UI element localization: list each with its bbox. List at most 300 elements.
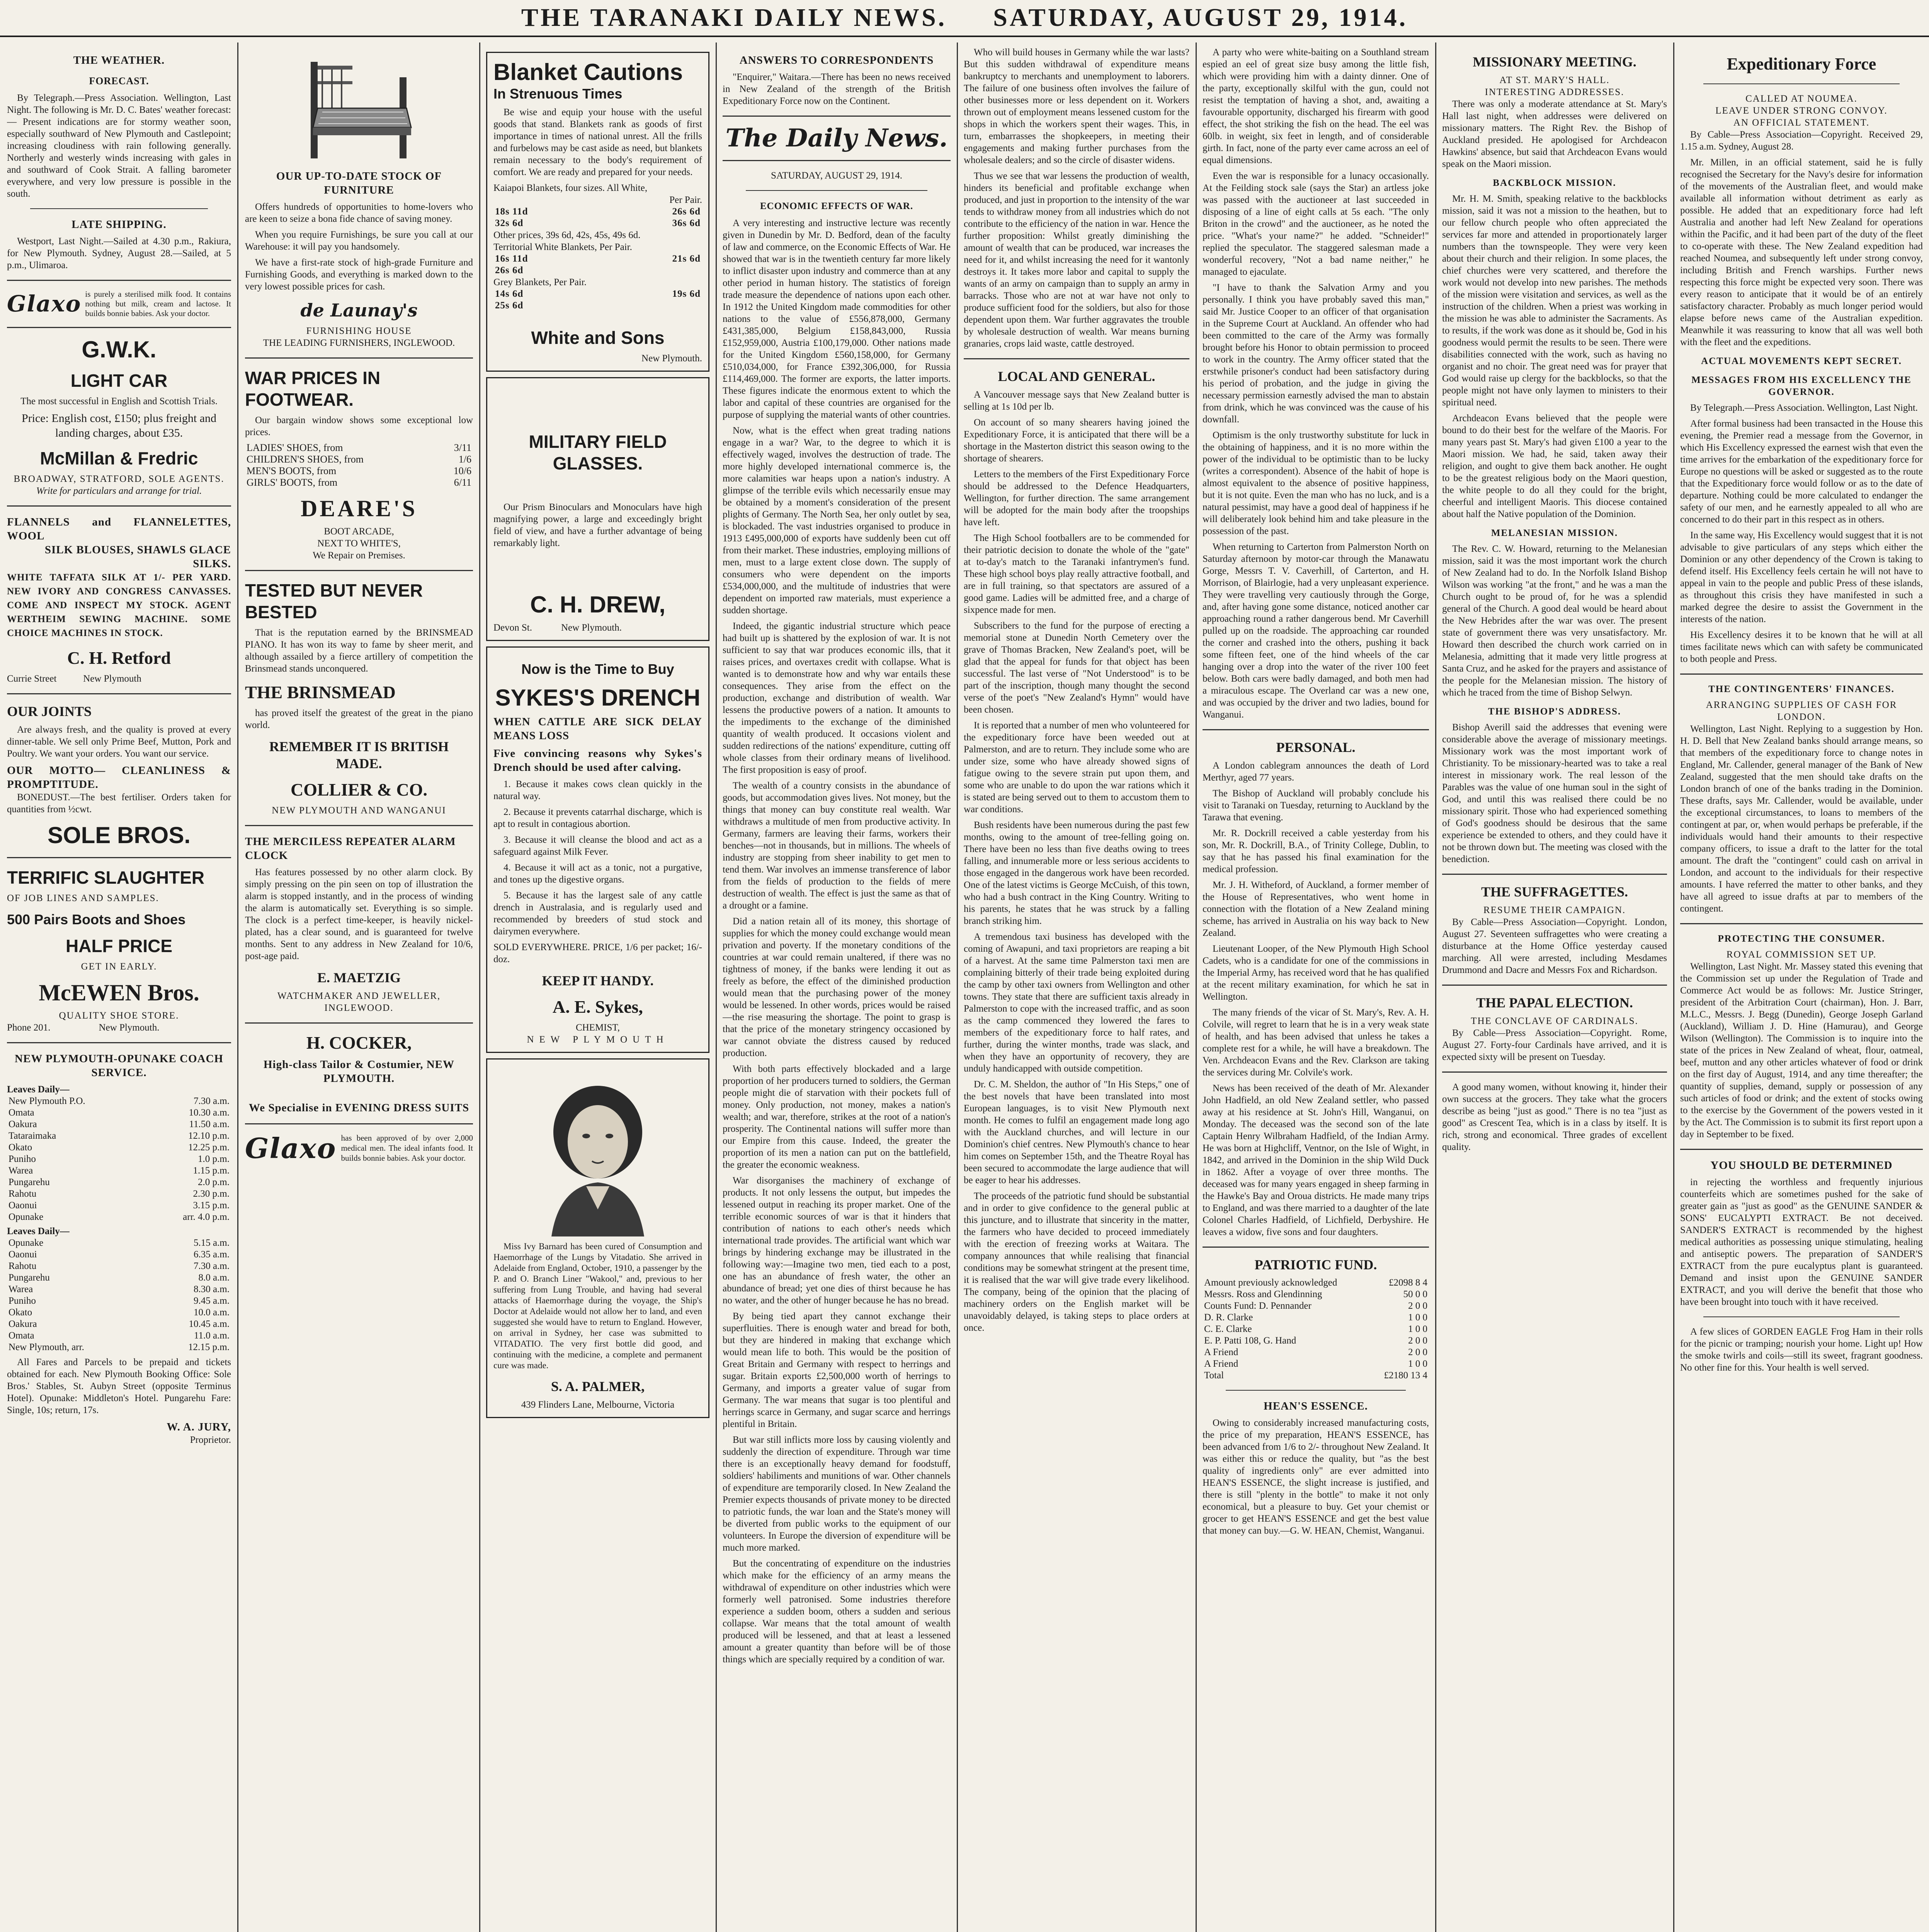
glaxo-logo: Glaxo bbox=[7, 291, 82, 317]
vitadatio-ad bbox=[486, 1058, 709, 1418]
divider bbox=[7, 505, 231, 507]
coach-row bbox=[7, 1318, 231, 1330]
column-8 bbox=[1680, 46, 1923, 1932]
coach-row-cell: 11.50 a.m. bbox=[189, 1119, 230, 1129]
glaxo-side-ad bbox=[7, 289, 231, 318]
shoe-price-row-cell: 3/11 bbox=[454, 442, 471, 453]
coach-row-cell: 7.30 a.m. bbox=[193, 1096, 230, 1106]
blanket-subtitle: In Strenuous Times bbox=[493, 86, 623, 102]
gorden-text: A few slices of GORDEN EAGLE Frog Ham in their rolls for the picnic or tramping; nourish your home. Light up! How the smoke twirls and coils—still its sweet, fragrant goodness. No other fine for this. Your health is well served. bbox=[1680, 1327, 1923, 1373]
patriotic-row-cell: Messrs. Ross and Glendinning bbox=[1204, 1289, 1322, 1299]
coach-row-cell: 8.0 a.m. bbox=[198, 1272, 230, 1283]
econ-paragraph: But war still inflicts more loss by causing violently and suddenly the direction of expenditure. Through war time there is an exceptionally heavy demand for foodstuff, soldiers' habiliments and munitions of war. Other channels of expenditure are temporarily closed. In New Zealand the Premier expects thousands of private money to be directed to patriotic funds, the war loan and the State's money will be diverted from public works to the equipment of our volunteers. In Europe the diversion of expenditure will be much more marked. bbox=[723, 1435, 951, 1553]
furniture-text-1: Offers hundreds of opportunities to home-lovers who are keen to seize a bona fide chance of saving money. bbox=[245, 202, 473, 224]
mcmillan-note: Write for particulars and arrange for trial. bbox=[36, 486, 202, 496]
coach-row bbox=[7, 1142, 231, 1153]
furniture-text-3: We have a first-rate stock of high-grade Furniture and Furnishing Goods, and everything is marked down to the very lowest possible prices for cash. bbox=[245, 257, 473, 292]
coach-row-cell: Tataraimaka bbox=[9, 1131, 56, 1141]
coach-row bbox=[7, 1095, 231, 1107]
patriotic-row bbox=[1203, 1347, 1429, 1358]
shoe-price-row-cell: 10/6 bbox=[453, 465, 471, 476]
glaxo-logo: Glaxo bbox=[245, 1131, 337, 1165]
local-heading: LOCAL AND GENERAL. bbox=[998, 369, 1155, 384]
suffragettes-text: By Cable—Press Association—Copyright. London, August 27. Seventeen suffragettes who were creating a disturbance at the Home Office yesterday caused marching. All were arrested, including Mesdames Drummond and Dacre and Messrs Fox and Richardson. bbox=[1442, 917, 1667, 975]
shoe-price-row-cell: 6/11 bbox=[454, 477, 471, 488]
bishops-heading: THE BISHOP'S ADDRESS. bbox=[1488, 706, 1621, 717]
local-paragraph: A tremendous taxi business has developed with the coming of Awapuni, and taxi proprietors are reaping a bit of a harvest. At the same time Palmerston taxi men are complaining bitterly of their trade being exploited during the camp by other taxi owners from Wellington and other towns. They state that there are sufficient taxis already in Palmerston to cope with the increased traffic, and as soon as the camp commenced they lowered the fares to members of the expeditionary force to half rates, and further, during the winter months, trade was slack, and when they have an opportunity of recovery, they are unduly handicapped with outside competition. bbox=[964, 932, 1189, 1074]
coach-row-cell: Opunake bbox=[9, 1238, 44, 1248]
coach-row-cell: arr. 4.0 p.m. bbox=[183, 1212, 230, 1222]
patriotic-row bbox=[1203, 1312, 1429, 1323]
coach-row-cell: Pungarehu bbox=[9, 1177, 50, 1187]
shipping-text: Westport, Last Night.—Sailed at 4.30 p.m., Rakiura, for New Plymouth. Sydney, August 28.—Sailed, at 5 p.m., Ulimaroa. bbox=[7, 236, 231, 270]
papal-text: By Cable—Press Association—Copyright. Rome, August 27. Forty-four Cardinals have arrived, and it is expected sixty will be present on Tuesday. bbox=[1442, 1028, 1667, 1062]
cocker-title: H. COCKER, bbox=[306, 1033, 412, 1053]
glaxo-ad bbox=[245, 1133, 473, 1163]
coach-row bbox=[7, 1237, 231, 1249]
coach-row-cell: 10.30 a.m. bbox=[189, 1107, 230, 1118]
patriotic-row bbox=[1203, 1277, 1429, 1289]
divider bbox=[1680, 1149, 1923, 1150]
coach-row-cell: Okato bbox=[9, 1142, 32, 1153]
divider bbox=[7, 857, 231, 858]
heans-heading: HEAN'S ESSENCE. bbox=[1264, 1400, 1368, 1412]
palmer-address: 439 Flinders Lane, Melbourne, Victoria bbox=[521, 1400, 675, 1410]
shoe-price-row-cell: 1/6 bbox=[458, 454, 471, 465]
palmer-title: S. A. PALMER, bbox=[551, 1379, 645, 1394]
patriotic-row-cell: 2 0 0 bbox=[1408, 1335, 1427, 1346]
weather-heading: THE WEATHER. bbox=[73, 54, 165, 66]
personal-paragraph: Mr. J. H. Witheford, of Auckland, a former member of the House of Representatives, who went home in connection with the flotation of a New Zealand mining scheme, has arrived in Australia on his way back to New Zealand. bbox=[1203, 880, 1429, 938]
tested-title: TESTED BUT NEVER BESTED bbox=[245, 580, 423, 622]
patriotic-row bbox=[1203, 1370, 1429, 1381]
called-sub: CALLED AT NOUMEA. bbox=[1745, 94, 1858, 104]
local-paragraph: Letters to the members of the First Expeditionary Force should be addressed to the Defence Headquarters, Wellington, for further direction. The same arrangement will be adopted for the main body after the troopships have left. bbox=[964, 469, 1189, 527]
sole-bros-title: SOLE BROS. bbox=[47, 822, 191, 848]
papal-heading: THE PAPAL ELECTION. bbox=[1476, 995, 1633, 1010]
grey-price-row-cell: 14s 6d bbox=[495, 289, 524, 299]
econ-paragraph: But the concentrating of expenditure on the industries which make for the efficiency of an army means the withdrawal of expenditure on other industries which were formerly well patronised. Some industries therefore experience a sudden boom, others a sudden and serious collapse. War means that the total amount of wealth produced will be lessened, and that at least a lessened amount a greater quantity than before will be of those things which are specially required by a condition of war. bbox=[723, 1558, 951, 1665]
shoe-price-row bbox=[245, 454, 473, 465]
governor-paragraph: His Excellency desires it to be known that he will at all times facilitate news which can with safety be communicated to both people and Press. bbox=[1680, 630, 1923, 664]
sykes-keep: KEEP IT HANDY. bbox=[542, 973, 654, 988]
coach-row-cell: 1.15 p.m. bbox=[193, 1165, 230, 1176]
column-6 bbox=[1203, 46, 1429, 1932]
econ-paragraph: The wealth of a country consists in the abundance of goods, but accommodation gives lives. Not money, but the things that money can buy constitute real wealth. War withdraws a multitude of men from productive activity. In Germany, farmers are leaving their farms, workers their benches—not in thousands, but in millions. The wheels of industry are stopping from sheer inability to get men to tend them. War involves an immense transference of labor from the fields of production to the fields of mere destruction of wealth. The effect is just the same as that of a drought or a famine. bbox=[723, 781, 951, 911]
repair-text: We Repair on Premises. bbox=[313, 550, 405, 561]
shoe-price-row bbox=[245, 477, 473, 488]
grey-price-row-cell: 25s 6d bbox=[495, 300, 524, 311]
patriotic-row bbox=[1203, 1323, 1429, 1335]
shoe-price-row bbox=[245, 465, 473, 477]
flannels-text: FLANNELS and FLANNELETTES, WOOL bbox=[7, 516, 231, 542]
halfprice-title: HALF PRICE bbox=[66, 936, 172, 956]
coach-row-cell: Opunake bbox=[9, 1212, 44, 1222]
coach-timetable-out bbox=[7, 1095, 231, 1223]
conclave-sub: THE CONCLAVE OF CARDINALS. bbox=[1471, 1016, 1638, 1026]
coach-row bbox=[7, 1211, 231, 1223]
divider bbox=[30, 208, 208, 209]
sykes-list-item: 4. Because it will act as a tonic, not a purgative, and tones up the digestive organs. bbox=[493, 862, 702, 885]
terrific-title: TERRIFIC SLAUGHTER bbox=[7, 867, 205, 888]
bonedust-text: BONEDUST.—The best fertiliser. Orders taken for quantities from ½cwt. bbox=[7, 792, 231, 815]
coach-row-cell: 9.45 a.m. bbox=[193, 1296, 230, 1306]
boot-arcade: BOOT ARCADE, bbox=[324, 526, 394, 537]
patriotic-heading: PATRIOTIC FUND. bbox=[1254, 1257, 1377, 1272]
divider bbox=[1226, 1390, 1406, 1391]
patriotic-row-cell: £2098 8 4 bbox=[1389, 1277, 1427, 1288]
forecast-heading: FORECAST. bbox=[89, 75, 149, 87]
melanesian-heading: MELANESIAN MISSION. bbox=[1491, 528, 1618, 538]
local-article-continued bbox=[1203, 46, 1429, 721]
boots-title: 500 Pairs Boots and Shoes bbox=[7, 912, 186, 927]
divider bbox=[7, 693, 231, 694]
patriotic-row-cell: D. R. Clarke bbox=[1204, 1312, 1253, 1323]
local-paragraph: Subscribers to the fund for the purpose of erecting a memorial stone at Dunedin North Cemetery over the grave of Thomas Bracken, New Zealand's poet, will be glad that the appeal for funds for that object has been successful. The last verse of "Not Understood" is to be part of the inscription, though many thought the second verse of the poet's "New Zealand's Hymn" would have been chosen. bbox=[964, 621, 1189, 715]
patriotic-row bbox=[1203, 1289, 1429, 1300]
personal-article bbox=[1203, 760, 1429, 1238]
collier-title: COLLIER & CO. bbox=[291, 780, 427, 799]
blanket-text: Be wise and equip your house with the useful goods that stand. Blankets rank as goods of first importance in times of national unrest. All the frills and furbelows may be cast aside as need, but blankets remain necessary to the body's requirement of comfort. We are ready and prepared for your needs. bbox=[493, 107, 702, 177]
territorial-price-table bbox=[493, 253, 702, 276]
determined-heading: YOU SHOULD BE DETERMINED bbox=[1710, 1159, 1893, 1172]
expeditionary-article bbox=[1680, 129, 1923, 348]
military-title: MILITARY FIELD GLASSES. bbox=[529, 432, 667, 473]
sykes-address: NEW PLYMOUTH bbox=[527, 1034, 669, 1045]
column-rule bbox=[1196, 43, 1197, 1932]
melanesian-paragraph: The Rev. C. W. Howard, returning to the Melanesian mission, said it was the most important work the church of New Zealand had to do. In the Norfolk Island Bishop Wilson was working "at the front," and he was a man the Church ought to be proud of, for he was a splendid general of the Church. A good deal would be heard about the New Hebrides after the war was over. The present state of government there was very unsatisfactory. Mr. Howard then described the church work carried on in Melanesia, admitting that it made very little progress at Santa Cruz, and he asked for the prayers and assistance of the people for the Melanesian mission. The history of which he traced from the time of Bishop Selwyn. bbox=[1442, 544, 1667, 698]
coach-row-cell: 11.0 a.m. bbox=[194, 1330, 230, 1341]
shoe-price-row-cell: MEN'S BOOTS, from bbox=[247, 465, 337, 476]
coach-row-cell: 8.30 a.m. bbox=[193, 1284, 230, 1294]
personal-paragraph: Lieutenant Looper, of the New Plymouth High School Cadets, who is a candidate for one of the commissions in the Imperial Army, has received word that he has qualified at the recent military examination, for which he sat in Wellington. bbox=[1203, 944, 1429, 1002]
divider bbox=[1203, 729, 1429, 730]
mission-paragraph: There was only a moderate attendance at St. Mary's Hall last night, when addresses were delivered on missionary matters. The Right Rev. the Bishop of Auckland presided. He apologised for Archdeacon Hawkins' absence, but said that Archdeacon Evans would speak on the Maori mission. bbox=[1442, 99, 1667, 169]
divider bbox=[723, 160, 951, 161]
bishops-paragraph: Bishop Averill said the addresses that evening were considerable above the average of missionary meetings. Missionary work was the most important work of Christianity. To be missionary-hearted was to take a real interest in missionary work. The real lesson of the Parables was the value of one human soul in the sight of God, and until this was realised there could be no missionary spirit. Those who had experienced something of God's goodness should be desirous that the same experience be extended to others, and they could have it not be thrown down but. The meeting was closed with the benediction. bbox=[1442, 722, 1667, 864]
daily-news-title: The Daily News. bbox=[725, 124, 948, 153]
heans-text: Owing to considerably increased manufacturing costs, the price of my preparation, HEAN'S ESSENCE, has been advanced from 1/6 to 2/- throughout New Zealand. It was either this or reduce the quality, but "as the best quality of ingredients only" are ever admitted into HEAN'S ESSENCE, the slight increase is justified, and there is still "plenty in the bottle" to make it not only economical, but a pleasure to buy. Get your chemist or grocer to get HEAN'S ESSENCE and get the best value that money can buy.—G. W. HEAN, Chemist, Wanganui. bbox=[1203, 1418, 1429, 1536]
official-sub: AN OFFICIAL STATEMENT. bbox=[1733, 117, 1870, 128]
local-paragraph: "I have to thank the Salvation Army and you personally. I think you have probably saved this man," said Mr. Justice Cooper to an officer of that organisation in the Supreme Court at Auckland. An offender who had been committed to the care of the Army was formally brought before his Honor to obtain permission to proceed to work in the country. The Army officer stated that the erstwhile prisoner's conduct had been satisfactory during his period of probation, and the judge in giving the necessary permission earnestly advised the man to abstain from drink, which he was convinced was the cause of his downfall. bbox=[1203, 282, 1429, 425]
territorial-price-row-cell: 26s 6d bbox=[495, 265, 524, 276]
coach-note: All Fares and Parcels to be prepaid and tickets obtained for each. New Plymouth Booking Office: Sole Bros.' Stables, St. Aubyn Street (opposite Terminus Hotel). Opunake: Middleton's Hotel. Pungarehu Fare: Single, 10s; return, 17s. bbox=[7, 1357, 231, 1415]
repeater-title: THE MERCILESS REPEATER ALARM CLOCK bbox=[245, 835, 456, 862]
deares-title: DEARE'S bbox=[300, 496, 418, 521]
econ-paragraph: Did a nation retain all of its money, this shortage of supplies for which the money could exchange would mean privation and poverty. If the monetary conditions of the countries at war could remain unaltered, if there was no tightness of money, if the banks were lending it out as freely as before, the effect of the diminished production would mean that the purchasing power of the money would be lessened. In other words, prices would be raised—the rise measuring the shortage. The point to grasp is that the price of the monetary stringency occasioned by war cannot obviate the distress caused by reduced production. bbox=[723, 916, 951, 1058]
econ-article bbox=[723, 217, 951, 1665]
sykes-sold: SOLD EVERYWHERE. PRICE, 1/6 per packet; 16/- doz. bbox=[493, 942, 702, 964]
patriotic-row bbox=[1203, 1358, 1429, 1370]
coach-row-cell: Warea bbox=[9, 1284, 33, 1294]
governor-paragraph: In the same way, His Excellency would suggest that it is not advisable to give particulars of any steps which either the Dominion or any other dependency of the Crown is taking to defend itself. His Excellency feels certain he will not have to appeal in vain to the people and public Press of these islands, as throughout this crisis they have manifested in such a marked degree the desire to assist the Government in the interests of the nation. bbox=[1680, 530, 1923, 624]
column-2 bbox=[245, 46, 473, 1932]
coach-row-cell: Pungarehu bbox=[9, 1272, 50, 1283]
local-paragraph: When returning to Carterton from Palmerston North on Saturday afternoon by motor-car through the Manawatu Gorge, Messrs T. V. Caverhill, of Carterton, and H. Morrison, of Blairlogie, had a very unpleasant experience. They were travelling very cautiously through the Gorge, and, after having gone some distance, noticed another car approaching round a rather dangerous bend. Mr Caverhill pulled up on the roadside. The approaching car rounded the corner and crashed into the others, pushing it back some fifteen feet, one of the hind wheels of the car hanging over a drop into the water of the river 100 feet below. Both cars were badly damaged, and both men had a miraculous escape. The Overland car was a new one, and was occupied by the driver and two ladies, bound for Wanganui. bbox=[1203, 542, 1429, 720]
backblock-article bbox=[1442, 193, 1667, 520]
delaunay-sub: FURNISHING HOUSE bbox=[306, 326, 412, 336]
patriotic-row-cell: £2180 13 4 bbox=[1384, 1370, 1427, 1381]
coach-row-cell: 12.10 p.m. bbox=[188, 1131, 230, 1141]
sykes-reasons: Five convincing reasons why Sykes's Drench should be used after calving. bbox=[493, 747, 702, 774]
protecting-heading: PROTECTING THE CONSUMER. bbox=[1718, 934, 1885, 944]
econ-heading: ECONOMIC EFFECTS OF WAR. bbox=[760, 201, 913, 211]
sykes-chemist: CHEMIST, bbox=[575, 1022, 620, 1033]
shoe-price-row bbox=[245, 442, 473, 454]
econ-paragraph: With both parts effectively blockaded and a large proportion of her producers turned to soldiers, the German people might die of starvation with their pockets full of money. Only production, not money, makes a nation's wealth; and war, therefore, strikes at the root of a nation's prosperity. The Continental nations will suffer more than our Empire from this cause. Indeed, the greater the proportion of its men a nation can put on the battlefield, the greater the economic weakness. bbox=[723, 1064, 951, 1170]
patriotic-table bbox=[1203, 1277, 1429, 1381]
gwk-price: Price: English cost, £150; plus freight and landing charges, about £35. bbox=[21, 412, 217, 439]
mission-article bbox=[1442, 98, 1667, 170]
divider bbox=[245, 825, 473, 826]
bed-illustration bbox=[295, 50, 423, 162]
forecast-text: By Telegraph.—Press Association. Wellington, Last Night. The following is Mr. D. C. Bates' weather forecast:— Present indications are for stormy weather soon, especially southward of New Plymouth and Castlepoint; increasing cloudiness with rain following generally. Northerly and westerly winds increasing with gales in and southward of Cook Strait. A falling barometer everywhere, and very low pressure is possible in the south. bbox=[7, 93, 231, 199]
glaxo-side-text: is purely a sterilised milk food. It contains nothing but milk, cream and lactose. It builds bonnie babies. Ask your doctor. bbox=[85, 289, 231, 318]
drew-title: C. H. DREW, bbox=[530, 592, 665, 617]
coach-row-cell: Puniho bbox=[9, 1154, 36, 1164]
divider bbox=[245, 357, 473, 359]
local-paragraph: On account of so many shearers having joined the Expeditionary Force, it is anticipated that there will be a shortage in the Masterton district this season owing to the shortage of shearers. bbox=[964, 417, 1189, 464]
coach-row-cell: 5.15 a.m. bbox=[193, 1238, 230, 1248]
econ-paragraph: Who will build houses in Germany while the war lasts? But this sudden withdrawal of expenditure means bankruptcy to merchants and unemployment to laborers. The failure of one business often involves the failure of other businesses more or less dependent on it. Workers thrown out of employment means lessened custom for the shops in which the workers spent their wages. This, in turn, embarrasses the shopkeepers, in meeting their engagements and making further purchases from the wholesale dealers; and so the circle of disaster widens. bbox=[964, 47, 1189, 165]
divider bbox=[746, 190, 927, 191]
coach-row bbox=[7, 1260, 231, 1272]
military-text: Our Prism Binoculars and Monoculars have high magnifying power, a large and exceedingly bright field of view, and have a further advantage of being remarkably light. bbox=[493, 502, 702, 548]
coach-row bbox=[7, 1130, 231, 1142]
sykes-name: A. E. Sykes, bbox=[553, 997, 643, 1017]
royal-sub: ROYAL COMMISSION SET UP. bbox=[1726, 949, 1877, 960]
war-prices-title: WAR PRICES IN FOOTWEAR. bbox=[245, 368, 381, 410]
grey-price-row bbox=[493, 288, 702, 300]
personal-paragraph: Mr. R. Dockrill received a cable yesterday from his son, Mr. R. Dockrill, B.A., of Trinity College, Dublin, to say that he has passed his final examination for the medical profession. bbox=[1203, 828, 1429, 874]
divider bbox=[1442, 1071, 1667, 1073]
divider bbox=[7, 280, 231, 281]
coach-row bbox=[7, 1295, 231, 1307]
econ-paragraph: A very interesting and instructive lecture was recently given in Dunedin by Mr. D. Bedford, dean of the faculty of law and commerce, on the Economic Effects of War. He showed that war is in the twentieth century far more likely to inflict disaster upon industry and commerce than at any other period in human history. The statistics of foreign trade measure the dependence of nations upon each other. In 1912 the United Kingdom made commodities for other nations to the value of £556,878,000, Germany £431,385,000, Belgium £158,843,000, Russia £152,959,000, Austria £100,179,000. Other nations made for the United Kingdom £560,158,000, for Germany £510,034,000, for France £392,306,000, for Russia £114,469,000. The former are exports, the latter imports. These figures indicate the enormous extent to which the labor and capital of these countries are organised for the purpose of supplying the material wants of other countries. bbox=[723, 218, 951, 420]
furniture-text-2: When you require Furnishings, be sure you call at our Warehouse: it will pay you handsomely. bbox=[245, 230, 473, 252]
white-sons-address: New Plymouth. bbox=[641, 353, 702, 364]
divider bbox=[245, 1022, 473, 1024]
territorial-price-row bbox=[493, 265, 702, 276]
portrait-illustration bbox=[528, 1070, 667, 1236]
column-4 bbox=[723, 46, 951, 1932]
column-rule bbox=[237, 43, 238, 1932]
personal-paragraph: The many friends of the vicar of St. Mary's, Rev. A. H. Colvile, will regret to learn that he is in a very weak state of health, and has been advised that unless he takes a complete rest for a while, he will have a breakdown. The Ven. Archdeacon Evans and the Rev. Clarkson are taking the services during Mr. Colvile's work. bbox=[1203, 1007, 1429, 1078]
silk-text: SILK BLOUSES, SHAWLS GLACE SILKS. bbox=[44, 544, 231, 570]
glaxo-text: has been approved of by over 2,000 medical men. The ideal infants food. It builds bonnie babies. Ask your doctor. bbox=[341, 1133, 473, 1163]
column-rule bbox=[716, 43, 717, 1932]
blanket-ad bbox=[486, 52, 709, 372]
grey-price-row-cell bbox=[598, 300, 702, 311]
local-paragraph: It is reported that a number of men who volunteered for the expeditionary force have been weeded out at Palmerston, and are to return. They include some who are under size, some who have already showed signs of fatigue owing to the severe strain put upon them, and some who are unable to do upon the war rations which it is stated are being served out to them to accustom them to war conditions. bbox=[964, 720, 1189, 815]
early-text: GET IN EARLY. bbox=[81, 961, 157, 972]
local-paragraph: Optimism is the only trustworthy substitute for luck in the obtaining of happiness, and it is no more within the power of the individual to be optimistic than to be lucky (writes a correspondent). Absence of the habit of hope is almost equivalent to the absence of positive happiness, but it is not quite. Even the man who has no luck, and is a natural pessimist, may have a good deal of happiness if he will deliberately look behind him and take pleasure in the possession of the past. bbox=[1203, 430, 1429, 536]
sykes-list-item: 3. Because it will cleanse the blood and act as a safeguard against Milk Fever. bbox=[493, 835, 702, 857]
econ-paragraph: Indeed, the gigantic industrial structure which peace had built up is shattered by the explosion of war. It is not sufficient to say that war produces economic ills, that it raises prices, and overtaxes credit with collapse. What is wanted is to demonstrate how and why war entails these consequences. They arise from the effect on the production, exchange and distribution of wealth. War lessens the productive powers of a nation. It amounts to the impediments to the exchange of the diminished quantity of wealth produced. It occasions violent and sudden redirections of the nations' expenditure, cutting off whole classes from their ordinary means of livelihood. The first proposition is easy of proof. bbox=[723, 621, 951, 775]
coach-row-cell: Okato bbox=[9, 1307, 32, 1318]
coach-row bbox=[7, 1200, 231, 1211]
local-paragraph: A Vancouver message says that New Zealand butter is selling at 1s 10d per lb. bbox=[964, 389, 1189, 412]
sykes-drench-title: SYKES'S DRENCH bbox=[495, 685, 701, 711]
kaiapoi-text: Kaiapoi Blankets, four sizes. All White, bbox=[493, 183, 648, 193]
joints-title: OUR JOINTS bbox=[7, 704, 92, 719]
coach-row bbox=[7, 1153, 231, 1165]
coach-row bbox=[7, 1249, 231, 1260]
coach-row-cell: Oakura bbox=[9, 1319, 37, 1329]
white-sons-title: White and Sons bbox=[531, 328, 665, 348]
next-whites: NEXT TO WHITE'S, bbox=[317, 538, 401, 549]
collier-address: NEW PLYMOUTH AND WANGANUI bbox=[272, 805, 446, 816]
shipping-heading: LATE SHIPPING. bbox=[71, 218, 167, 231]
other-prices: Other prices, 39s 6d, 42s, 45s, 49s 6d. bbox=[493, 230, 641, 240]
messages-heading: MESSAGES FROM HIS EXCELLENCY THE GOVERNOR. bbox=[1691, 375, 1912, 397]
governor-paragraph: By Telegraph.—Press Association. Wellington, Last Night. bbox=[1690, 403, 1918, 413]
governor-article bbox=[1680, 402, 1923, 665]
delaunay-sub2: THE LEADING FURNISHERS, INGLEWOOD. bbox=[263, 338, 455, 348]
coach-row-cell: New Plymouth P.O. bbox=[9, 1096, 85, 1106]
econ-paragraph: Thus we see that war lessens the production of wealth, hinders its beneficial and profitable exchange when produced, and just in proportion to the intensity of the war tends to withdraw money from all industries which do not contribute to the efficiency of the nation in war. Hence the further proposition: Whilst greatly diminishing the amount of wealth that can be produced, war increases the need for it, and whilst increasing the need for it wantonly destroys it. It takes more labor and capital to supply the wants of an army on campaign than to supply an army in barracks. Those who are not at war have not only to produce sufficient food for the soldiers, but also for those dependent upon them. War further aggravates the trouble by wholesale destruction of wealth. War means burning granaries, crops laid waste, cattle destroyed. bbox=[964, 171, 1189, 349]
divider bbox=[1703, 83, 1900, 84]
answers-heading: ANSWERS TO CORRESPONDENTS bbox=[739, 54, 934, 66]
blanket-price-row-cell: 32s 6d bbox=[495, 218, 524, 228]
blanket-price-row-cell: 26s 6d bbox=[672, 206, 701, 217]
masthead-title: THE TARANAKI DAILY NEWS. bbox=[521, 3, 947, 32]
coach-row-cell: Warea bbox=[9, 1165, 33, 1176]
coach-row bbox=[7, 1165, 231, 1177]
contingent-paragraph: Wellington, Last Night. Replying to a suggestion by Hon. H. D. Bell that New Zealand banks should arrange means, so that members of the expeditionary force to change notes in England, Mr. Callender, general manager of the Bank of New Zealand, suggested that the men should take drafts on the London branch of one of the banks trading in the Dominion. These drafts, says Mr. Callender, would be available, under the exceptional circumstances, to loans to members of the contingent at par, or, when would perhaps be preferable, if the individuals would hand their amounts to their respective company officers, to issue a draft to the latter for the total amount. The draft the "contingent" could cash on arrival in London, and account to the individuals for their respective amounts. I have referred the matter to other banks, and they have all agreed to issue drafts at par to members of the contingent. bbox=[1680, 724, 1923, 914]
column-5 bbox=[964, 46, 1189, 1932]
column-3 bbox=[486, 46, 709, 1932]
divider bbox=[7, 1042, 231, 1043]
interesting-sub: INTERESTING ADDRESSES. bbox=[1485, 87, 1625, 97]
coach-row-cell: Puniho bbox=[9, 1296, 36, 1306]
territorial-price-row-cell: 21s 6d bbox=[672, 253, 701, 264]
motto-text: OUR MOTTO— CLEANLINESS & PROMPTITUDE. bbox=[7, 764, 231, 791]
territorial-price-row bbox=[493, 253, 702, 265]
coach-leave-label: Leaves Daily— bbox=[7, 1084, 70, 1095]
divider bbox=[245, 1123, 473, 1124]
coach-row bbox=[7, 1177, 231, 1188]
per-pair-label: Per Pair. bbox=[669, 195, 702, 205]
backblock-paragraph: Archdeacon Evans believed that the people were bound to do their best for the welfare of the Maoris. For many years past St. Mary's had given £100 a year to the Maori mission. We had, he said, taken away their religion, and ought to give them back another. He ought to be the greatest religious body on the Maori question, the white people to do all they could for the bright, cheerful and intelligent Maoris. This diocese contained about half the Native population of the Dominion. bbox=[1442, 413, 1667, 519]
drew-address: Devon St. New Plymouth. bbox=[493, 622, 622, 633]
backblock-paragraph: Mr. H. M. Smith, speaking relative to the backblocks mission, said it was not a mission to the heathen, but to our fellow church people who often appreciated the services far more and attended in proportionately larger numbers than the townspeople. They were very keen about their church and their religion. In some places, the chief churches were very scattered, and therefore the work would not develop into new parishes. The methods of the mission were visitation and services, as well as the instruction of the children. When a priest was working in the mission he was able to administer the Sacraments. As to results, if the work was done as it should be, God in his goodness would permit the results to be seen. There were disabilities connected with the work, such as having no organist and no choir. The great need was for prayer that God would raise up clergy for the backblocks, so that the people might not have only laymen to ministers to their spiritual need. bbox=[1442, 194, 1667, 408]
blanket-price-table bbox=[493, 206, 702, 229]
mcmillan-address: BROADWAY, STRATFORD, SOLE AGENTS. bbox=[14, 474, 225, 484]
sykes-list-item: 5. Because it has the largest sale of any cattle drench in Australasia, and is regularly used and recommended by breeders of stud stock and dairymen everywhere. bbox=[493, 890, 702, 937]
daily-news-date: SATURDAY, AUGUST 29, 1914. bbox=[771, 170, 902, 181]
local-paragraph: The proceeds of the patriotic fund should be substantial and in order to give confidence to the general public at this juncture, and to illustrate that sincerity in the matter, the farmers who have decided to proceed immediately with the erection of freezing works at Waitara. The company announces that while realising that financial conditions may be somewhat stringent at the present time, it is realised that the war will give trade every likelihood. The company, being of the opinion that the placing of machinery orders on the English market will be unavoidably delayed, is taking steps to place orders at once. bbox=[964, 1191, 1189, 1333]
coach-timetable-return bbox=[7, 1237, 231, 1353]
grey-price-table bbox=[493, 288, 702, 311]
territorial-price-row-cell bbox=[605, 265, 702, 276]
personal-paragraph: A London cablegram announces the death of Lord Merthyr, aged 77 years. bbox=[1203, 760, 1429, 783]
local-paragraph: The High School footballers are to be commended for their patriotic decision to donate the whole of the "gate" at to-day's match to the Taranaki infantrymen's fund. These high school boys play really attractive football, and are in full training, so that spectators are assured of a good game. Ladies will be admitted free, and a charge of sixpence made for men. bbox=[964, 533, 1189, 615]
coach-row-cell: 10.0 a.m. bbox=[193, 1307, 230, 1318]
divider bbox=[1442, 874, 1667, 875]
sykes-list-item: 1. Because it makes cows clean quickly in the natural way. bbox=[493, 779, 702, 801]
contingent-article bbox=[1680, 723, 1923, 915]
shoe-price-row-cell: CHILDREN'S SHOES, from bbox=[247, 454, 364, 465]
masthead bbox=[0, 0, 1929, 37]
personal-paragraph: News has been received of the death of Mr. Alexander John Hadfield, an old New Zealand settler, who passed away at his residence at St. John's Hill, Wanganui, on Monday. The deceased was the second son of the late Captain Henry Wilbraham Hadfield, of the Indian Army. He was born at Highcliff, Ventnor, on the Isle of Wight, in 1842, and arrived in the Dominion in the ship Wild Duck in 1862. After a voyage of over three months. The deceased was for many years engaged in sheep farming in the Hawke's Bay and Oroua districts. He made many trips to England, and was there married to a daughter of the late Colonel Charles Hadfield, of Lichfield, Derbyshire. He leaves a widow, five sons and four daughters. bbox=[1203, 1083, 1429, 1237]
sykes-ad bbox=[486, 646, 709, 1053]
maetzig-sub: WATCHMAKER AND JEWELLER, INGLEWOOD. bbox=[277, 991, 441, 1013]
contingenters-heading: THE CONTINGENTERS' FINANCES. bbox=[1708, 684, 1895, 694]
retford-address: Currie Street New Plymouth bbox=[7, 673, 141, 684]
local-paragraph: A party who were white-baiting on a Southland stream espied an eel of great size busy among the little fish, which were providing him with a dainty dinner. One of the party, exceptionally skilful with the gun, could not resist the temptation of having a shot, and, awaiting a favourable opportunity, discharged his firearm with good effect, the shot striking the fish on the head. The eel was 60lb. in weight, six feet in length, and of considerable girth. In fact, none of the party ever came across an eel of equal dimensions. bbox=[1203, 47, 1429, 165]
personal-paragraph: The Bishop of Auckland will probably conclude his visit to Taranaki on Tuesday, returning to Auckland by the Tarawa that evening. bbox=[1203, 788, 1429, 823]
suffragettes-sub: RESUME THEIR CAMPAIGN. bbox=[1483, 905, 1626, 915]
remember-text: REMEMBER IT IS BRITISH MADE. bbox=[269, 739, 449, 771]
coach-row bbox=[7, 1188, 231, 1200]
furniture-title: OUR UP-TO-DATE STOCK OF FURNITURE bbox=[276, 170, 442, 196]
governor-paragraph: After formal business had been transacted in the House this evening, the Premier read a message from the Governor, in which His Excellency expressed the earnest wish that even the time arrives for the embarkation of the expeditionary force for Europe no questions will be asked or suggested as to the route that the Expeditionary force would follow or as to the date of departure. Nothing could be more calculated to endanger the safety of our men, and he earnestly appealed to all who are concerned to do their part in this respect as in others. bbox=[1680, 418, 1923, 525]
column-rule bbox=[479, 43, 480, 1932]
patriotic-row-cell: 2 0 0 bbox=[1408, 1347, 1427, 1357]
econ-paragraph: War disorganises the machinery of exchange of products. It not only lessens the output, but impedes the lessened output in reaching its proper market. One of the terrible economic sources of war is that it hinders that contribution of nations to each other's needs which international trade provides. The artificial want which war brings by hindering exchange may be illustrated in the following way:—Imagine two men, tied each to a post, one has an abundance of fresh water, the other an abundance of bread; yet one dies of thirst because he has no water, and the other of hunger because he has no bread. bbox=[723, 1175, 951, 1306]
repeater-text: Has features possessed by no other alarm clock. By simply pressing on the pin seen on top of illustration the alarm is stopped instantly, and in the process of winding the alarm is automatically set. Everything is so simple. The clock is a perfect time-keeper, is heavily nickel-plated, has a clear sound, and is guaranteed for twelve months. Sent to any address in New Zealand for 10/6, post-age paid. bbox=[245, 867, 473, 961]
gwk-title: G.W.K. bbox=[82, 337, 156, 362]
column-rule bbox=[957, 43, 958, 1932]
patriotic-row bbox=[1203, 1335, 1429, 1347]
patriotic-row-cell: C. E. Clarke bbox=[1204, 1324, 1252, 1334]
coach-row-cell: Rahotu bbox=[9, 1261, 37, 1271]
coach-row bbox=[7, 1284, 231, 1295]
footwear-text: Our bargain window shows some exceptional low prices. bbox=[245, 415, 473, 437]
coach-row-cell: 12.25 p.m. bbox=[188, 1142, 230, 1153]
masthead-date: SATURDAY, AUGUST 29, 1914. bbox=[993, 3, 1408, 32]
coach-row bbox=[7, 1107, 231, 1119]
brinsmead-text: That is the reputation earned by the BRINSMEAD PIANO. It has won its way to fame by sheer merit, and although assailed by a fierce artillery of competition the Brinsmead stands unconquered. bbox=[245, 628, 473, 674]
patriotic-row-cell: 1 0 0 bbox=[1408, 1312, 1427, 1323]
econ-paragraph: By being tied apart they cannot exchange their superfluities. There is enough water and bread for both, but they are hindered in making that exchange which would mean life to both. This would be the position of Great Britain and Germany with respect to herrings and sugar. Britain exports £2,500,000 worth of herrings to Germany, and imports a greater value of sugar from Germany. The war means that sugar is too plentiful and herrings scarce in Germany, and sugar scarce and herrings plentiful in Britain. bbox=[723, 1311, 951, 1429]
coach-row bbox=[7, 1272, 231, 1284]
retford-title: C. H. Retford bbox=[67, 648, 171, 668]
arranging-sub: ARRANGING SUPPLIES OF CASH FOR LONDON. bbox=[1706, 700, 1897, 722]
coach-row bbox=[7, 1342, 231, 1353]
divider bbox=[1442, 985, 1667, 986]
patriotic-row-cell: Counts Fund: D. Pennander bbox=[1204, 1301, 1312, 1311]
coach-row-cell: New Plymouth, arr. bbox=[9, 1342, 84, 1352]
sykes-list bbox=[493, 778, 702, 937]
brinsmead-text-2: has proved itself the greatest of the great in the piano world. bbox=[245, 708, 473, 730]
territorial-price-row-cell: 16s 11d bbox=[495, 253, 528, 264]
territorial-text: Territorial White Blankets, Per Pair. bbox=[493, 242, 632, 252]
patriotic-row-cell: 1 0 0 bbox=[1408, 1359, 1427, 1369]
blanket-price-row bbox=[493, 206, 702, 218]
jury-role: Proprietor. bbox=[190, 1435, 231, 1445]
mission-heading: MISSIONARY MEETING. bbox=[1473, 54, 1636, 70]
coach-row-cell: Rahotu bbox=[9, 1189, 37, 1199]
coach-row-cell: Oaonui bbox=[9, 1249, 37, 1260]
patriotic-row-cell: E. P. Patti 108, G. Hand bbox=[1204, 1335, 1296, 1346]
maetzig-title: E. MAETZIG bbox=[317, 970, 401, 985]
coach-row-cell: 2.30 p.m. bbox=[193, 1189, 230, 1199]
sykes-list-item: 2. Because it prevents catarrhal discharge, which is apt to result in contagious abortion. bbox=[493, 807, 702, 829]
coach-row-cell: 1.0 p.m. bbox=[198, 1154, 230, 1164]
determined-text: in rejecting the worthless and frequently injurious counterfeits which are sometimes pushed for the sake of greater gain as "just as good" as the GENUINE SANDER & SONS' EUCALYPTI EXTRACT. Be not deceived. SANDER'S EXTRACT is recommended by the highest medical authorities as possessing unique stimulating, healing and antiseptic powers. The preparation of SANDER'S EXTRACT from the pure eucalyptus plant is guaranteed. Demand and insist upon the GENUINE SANDER EXTRACT, and you will derive the benefit that those who have been brought into touch with it have received. bbox=[1680, 1177, 1923, 1307]
patriotic-row-cell: 1 0 0 bbox=[1408, 1324, 1427, 1334]
patriotic-row-cell: 2 0 0 bbox=[1408, 1301, 1427, 1311]
econ-article-continued bbox=[964, 46, 1189, 350]
jury-name: W. A. JURY, bbox=[167, 1421, 231, 1433]
column-7 bbox=[1442, 46, 1667, 1932]
patriotic-row-cell: A Friend bbox=[1204, 1347, 1238, 1357]
sykes-heading: Now is the Time to Buy bbox=[521, 661, 674, 677]
divider bbox=[7, 327, 231, 328]
barnard-text: Miss Ivy Barnard has been cured of Consumption and Haemorrhage of the Lungs by Vitadatio. She arrived in Adelaide from England, October, 1910, a passenger by the P. and O. Branch Liner "Wakool," and, previous to her suffering from Lung Trouble, and having had several attacks of Haemorrhage during the voyage, the Ship's Doctor at Adelaide would not allow her to land, and even suggested she would have to return to England. However, on arrival in Sydney, her case was submitted to VITADATIO. The very first bottle did good, and continuing with the medicine, a complete and permanent cure was made. bbox=[493, 1242, 702, 1370]
